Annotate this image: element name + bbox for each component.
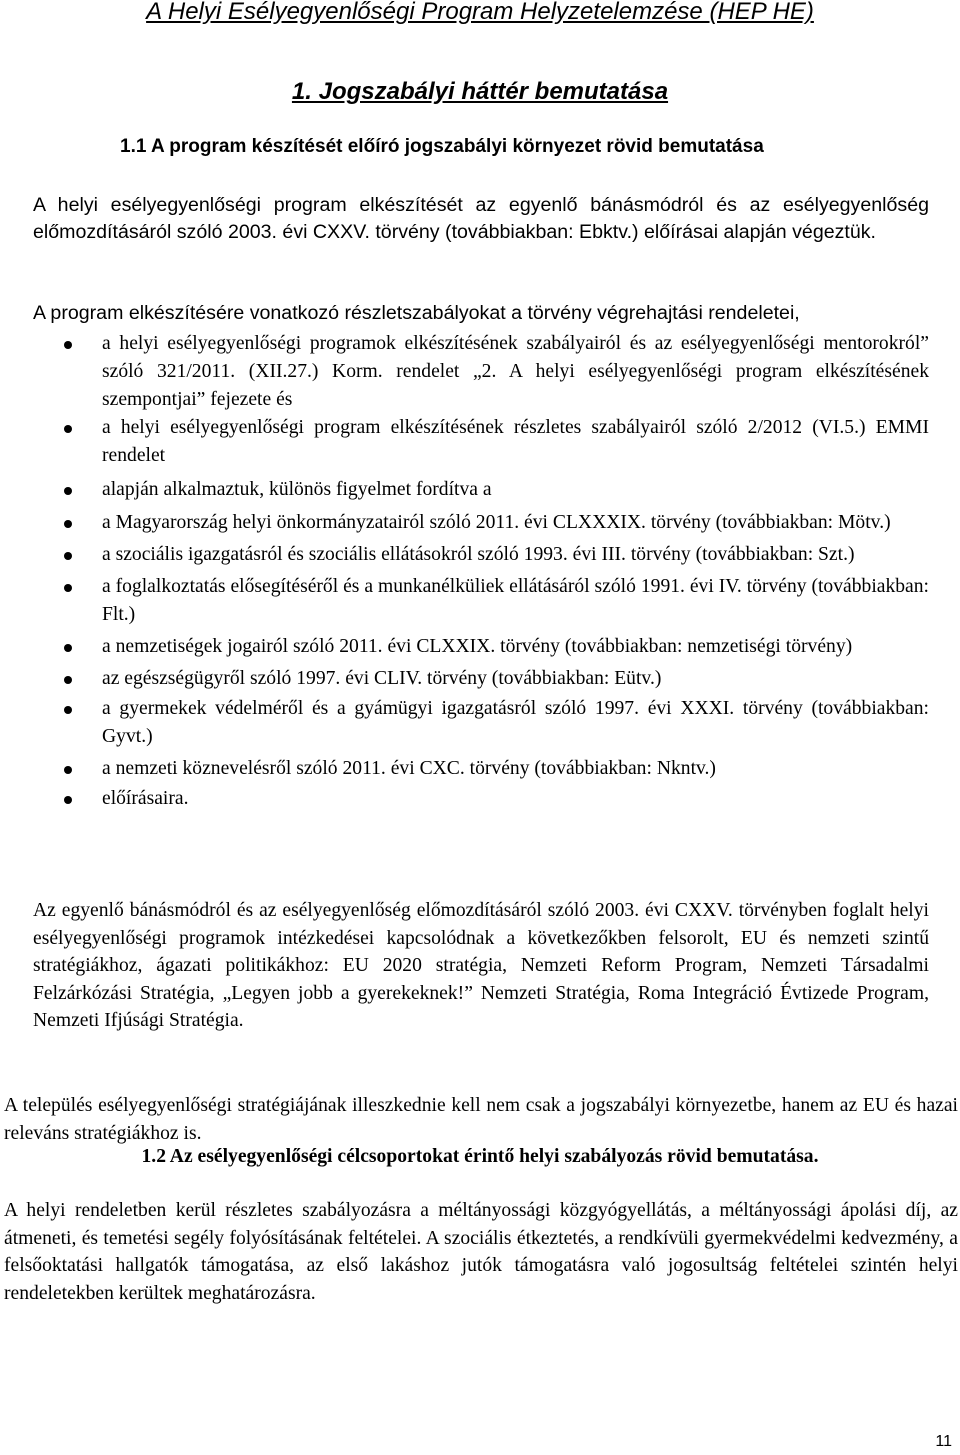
list-item: a nemzetiségek jogairól szóló 2011. évi CLXXIX. törvény (továbbiakban: nemzetiségi törvény) [0,633,929,661]
list-item: a foglalkoztatás elősegítéséről és a munkanélküliek ellátásáról szóló 1991. évi IV. törvény (továbbiakban: Flt.) [0,573,929,629]
bullet-icon [64,644,72,652]
legislation-list [0,330,960,813]
list-item: a nemzeti köznevelésről szóló 2011. évi CXC. törvény (továbbiakban: Nkntv.) [0,755,929,783]
list-item: a helyi esélyegyenlőségi program elkészítésének részletes szabályairól szóló 2/2012 (VI.5.) EMMI rendelet [0,414,929,470]
paragraph-rules-intro: A program elkészítésére vonatkozó részletszabályokat a törvény végrehajtási rendeletei, [33,302,800,324]
list-item: a helyi esélyegyenlőségi programok elkészítésének szabályairól és az esélyegyenlőségi mentorokról” szóló 321/2011. (XII.27.) Korm. rendelet „2. A helyi esélyegyenlőségi program elkészítésének szempontjai” fejezete és [0,330,929,414]
bullet-icon [64,706,72,714]
bullet-icon [64,520,72,528]
bullet-icon [64,584,72,592]
bullet-icon [64,676,72,684]
subsection-heading-1-1: 1.1 A program készítését előíró jogszabályi környezet rövid bemutatása [120,136,764,157]
paragraph-alignment: A település esélyegyenlőségi stratégiájának illeszkednie kell nem csak a jogszabályi környezetbe, hanem az EU és hazai releváns stratégiákhoz is. [4,1095,958,1144]
bullet-icon [64,766,72,774]
bullet-icon [64,552,72,560]
page-number: 11 [935,1433,952,1450]
list-item: a Magyarország helyi önkormányzatairól szóló 2011. évi CLXXXIX. törvény (továbbiakban: Mötv.) [0,509,929,537]
list-item: a gyermekek védelméről és a gyámügyi igazgatásról szóló 1997. évi XXXI. törvény (továbbiakban: Gyvt.) [0,695,929,751]
subsection-heading-1-2: 1.2 Az esélyegyenlőségi célcsoportokat érintő helyi szabályozás rövid bemutatása. [141,1146,819,1167]
list-item: előírásaira. [0,785,929,813]
paragraph-local-regulation: A helyi rendeletben kerül részletes szabályozásra a méltányossági közgyógyellátás, a méltányossági ápolási díj, az átmeneti, és temetési segély folyósításának feltételei. A szociális étkeztetés, a rendkívüli gyermekvédelmi kedvezmény, a felsőoktatási hallgatók támogatása, az első lakáshoz jutók támogatásra való jogosultság feltételei szintén helyi rendeletekben kerültek meghatározásra. [4,1200,958,1304]
bullet-icon [64,796,72,804]
list-item: a szociális igazgatásról és szociális ellátásokról szóló 1993. évi III. törvény (továbbiakban: Szt.) [0,541,929,569]
bullet-icon [64,341,72,349]
paragraph-ebktv: A helyi esélyegyenlőségi program elkészítését az egyenlő bánásmódról és az esélyegyenlőség előmozdításáról szóló 2003. évi CXXV. törvény (továbbiakban: Ebktv.) előírásai alapján végeztük. [33,194,929,243]
section-heading-1: 1. Jogszabályi háttér bemutatása [291,78,669,105]
bullet-icon [64,425,72,433]
list-item: alapján alkalmaztuk, különös figyelmet fordítva a [0,476,929,504]
paragraph-strategies: Az egyenlő bánásmódról és az esélyegyenlőség előmozdításáról szóló 2003. évi CXXV. törvényben foglalt helyi esélyegyenlőségi programok intézkedései kapcsolódnak a következőkben felsorolt, EU és nemzeti szintű stratégiákhoz, ágazati politikákhoz: EU 2020 stratégia, Nemzeti Reform Program, Nemzeti Társadalmi Felzárkózási Stratégia, „Legyen jobb a gyerekeknek!” Nemzeti Stratégia, Roma Integráció Évtizede Program, Nemzeti Ifjúsági Stratégia. [33,900,929,1031]
document-title: A Helyi Esélyegyenlőségi Program Helyzetelemzése (HEP HE) [146,0,814,25]
bullet-icon [64,487,72,495]
list-item: az egészségügyről szóló 1997. évi CLIV. törvény (továbbiakban: Eütv.) [0,665,929,693]
